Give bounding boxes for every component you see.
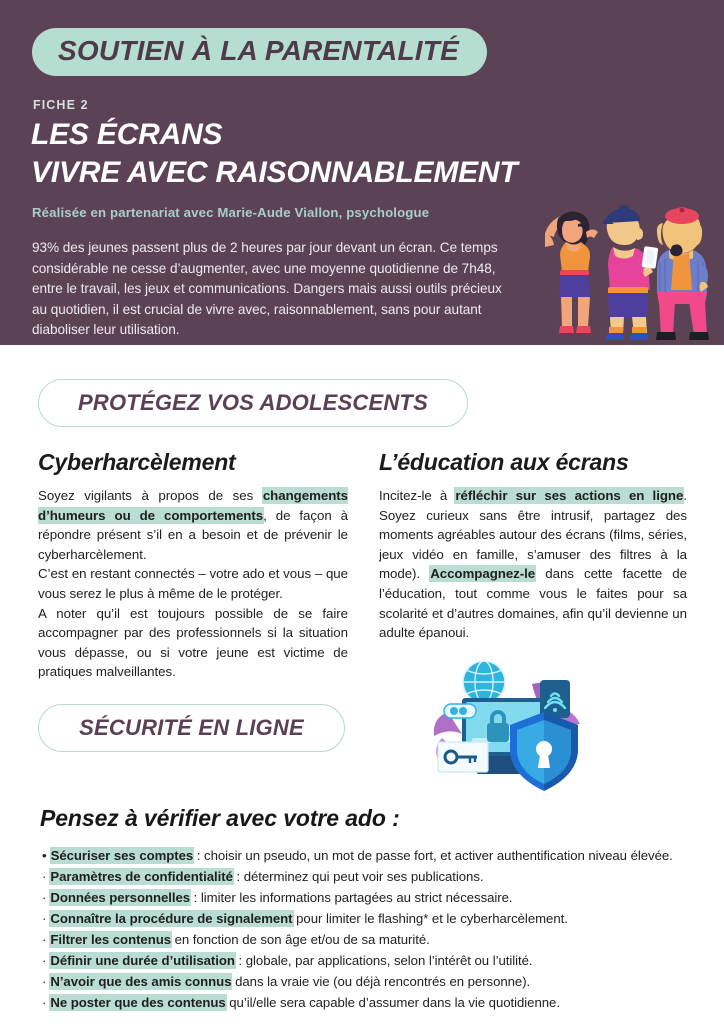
paragraph-cyberbullying-1 — [38, 486, 348, 564]
para-highlight-text-1: réfléchir sur ses actions en ligne — [455, 488, 684, 503]
list-item-rest: qu’il/elle sera capable d’assumer dans la vie quotidienne. — [225, 995, 560, 1010]
para-pre-text: Incitez-le à — [379, 488, 456, 503]
section-pill-security — [38, 704, 345, 752]
brand-badge-label: SOUTIEN À LA PARENTALITÉ — [58, 35, 459, 66]
list-item-highlight: Connaître la procédure de signalement — [50, 911, 293, 926]
para-highlight-text-2: Accompagnez-le — [430, 566, 536, 582]
security-checklist — [42, 845, 702, 1013]
list-item — [42, 845, 702, 866]
list-item-rest: : limiter les informations partagées au strict nécessaire. — [190, 890, 513, 905]
teen-right-figure — [656, 207, 709, 340]
paragraph-cyberbullying-3: A noter qu’il est toujours possible de se faire accompagner par des professionnels si la situation vous dépasse, ou si votre jeune est victime de pratiques malveillantes. — [38, 605, 348, 680]
brand-badge — [32, 28, 487, 76]
intro-paragraph: 93% des jeunes passent plus de 2 heures par jour devant un écran. Ce temps considérable ne cesse d’augmenter, avec une moyenne quotidienne de 7h48, entre le travail, les jeux et communications. Dangers mais aussi outils précieux au quotidien, il est crucial de vivre avec, raisonnablement, sans pour autant diaboliser leur utilisation. — [32, 240, 502, 337]
para-pre-text: Soyez vigilants à propos de ses — [38, 488, 263, 503]
column-screen-education — [379, 447, 687, 643]
para-mid-text: . Soyez curieux sans être intrusif, partagez des moments agréables autour des écrans (films, séries, jeux vidéo en famille, s’amuser des filtres à la mode). — [379, 488, 687, 582]
list-item — [42, 992, 702, 1013]
list-item-rest: : globale, par applications, selon l’intérêt ou l’utilité. — [234, 953, 533, 968]
list-item-rest: : choisir un pseudo, un mot de passe fort, et activer authentification niveau élevée. — [193, 848, 673, 863]
list-item — [42, 908, 702, 929]
key-card-icon — [438, 742, 488, 772]
list-item — [42, 950, 702, 971]
list-bullet: • — [42, 848, 47, 863]
teenagers-illustration — [520, 190, 720, 345]
page-title — [31, 116, 518, 192]
paragraph-screen-education — [379, 486, 687, 643]
shield-icon — [510, 712, 578, 791]
list-item-highlight: Données personnelles — [50, 890, 191, 905]
list-item-highlight: Ne poster que des contenus — [50, 995, 226, 1010]
page-title-line1: LES ÉCRANS — [31, 118, 223, 151]
checklist-heading — [40, 803, 400, 833]
column-cyberbullying — [38, 447, 348, 682]
column-heading-cyberbullying — [38, 447, 236, 477]
list-bullet: · — [42, 932, 47, 947]
para-highlight-text: changements d’humeurs ou de comportements — [38, 488, 348, 523]
column-heading-screen-education — [379, 447, 629, 477]
list-item-highlight: Définir une durée d’utilisation — [50, 953, 235, 968]
link-tag-icon — [444, 704, 476, 718]
list-bullet: · — [42, 974, 47, 989]
header-banner — [0, 0, 724, 345]
globe-icon — [463, 661, 505, 703]
list-bullet: · — [42, 911, 47, 926]
fiche-number-label: FICHE 2 — [33, 98, 89, 112]
list-item — [42, 929, 702, 950]
list-item — [42, 866, 702, 887]
list-item-highlight: Filtrer les contenus — [50, 932, 171, 947]
para-post-text: , de façon à répondre présent s’il en a besoin et de prévenir le cyberharcèlement. — [38, 507, 348, 562]
teen-middle-figure — [603, 205, 659, 340]
list-item-rest: dans la vraie vie (ou déjà rencontrés en personne). — [231, 974, 531, 989]
list-bullet: · — [42, 953, 47, 968]
list-item-highlight: N’avoir que des amis connus — [50, 974, 232, 989]
list-item-rest: : déterminez qui peut voir ses publications. — [232, 869, 484, 884]
section-pill-protect-label: PROTÉGEZ VOS ADOLESCENTS — [78, 390, 428, 415]
partnership-subtitle: Réalisée en partenariat avec Marie-Aude Viallon, psychologue — [32, 205, 430, 220]
list-bullet: · — [42, 890, 47, 905]
para-post-text: dans cette facette de l’éducation, tout comme vous le faites pour sa scolarité et d’autres domaines, afin qu’il devienne un adulte épanoui. — [379, 566, 688, 641]
list-item — [42, 971, 702, 992]
section-pill-protect — [38, 379, 468, 427]
list-item-rest: pour limiter le flashing* et le cyberharcèlement. — [292, 911, 568, 926]
paragraph-cyberbullying-2: C’est en restant connectés – votre ado et vous – que vous serez le plus à même de le protéger. — [38, 566, 348, 601]
page-title-line2: VIVRE AVEC RAISONNABLEMENT — [31, 156, 518, 189]
column-heading-text: L’éducation aux écrans — [379, 449, 629, 475]
list-bullet: · — [42, 995, 47, 1010]
column-heading-text: Cyberharcèlement — [38, 449, 236, 475]
list-item-highlight: Sécuriser ses comptes — [50, 848, 194, 863]
list-item-highlight: Paramètres de confidentialité — [50, 869, 233, 884]
checklist-heading-text: Pensez à vérifier avec votre ado : — [40, 805, 400, 831]
teen-left-figure — [545, 211, 598, 333]
list-bullet: · — [42, 869, 47, 884]
list-item-rest: en fonction de son âge et/ou de sa maturité. — [171, 932, 430, 947]
list-item — [42, 887, 702, 908]
online-security-illustration — [432, 650, 592, 792]
section-pill-security-label: SÉCURITÉ EN LIGNE — [79, 715, 304, 740]
